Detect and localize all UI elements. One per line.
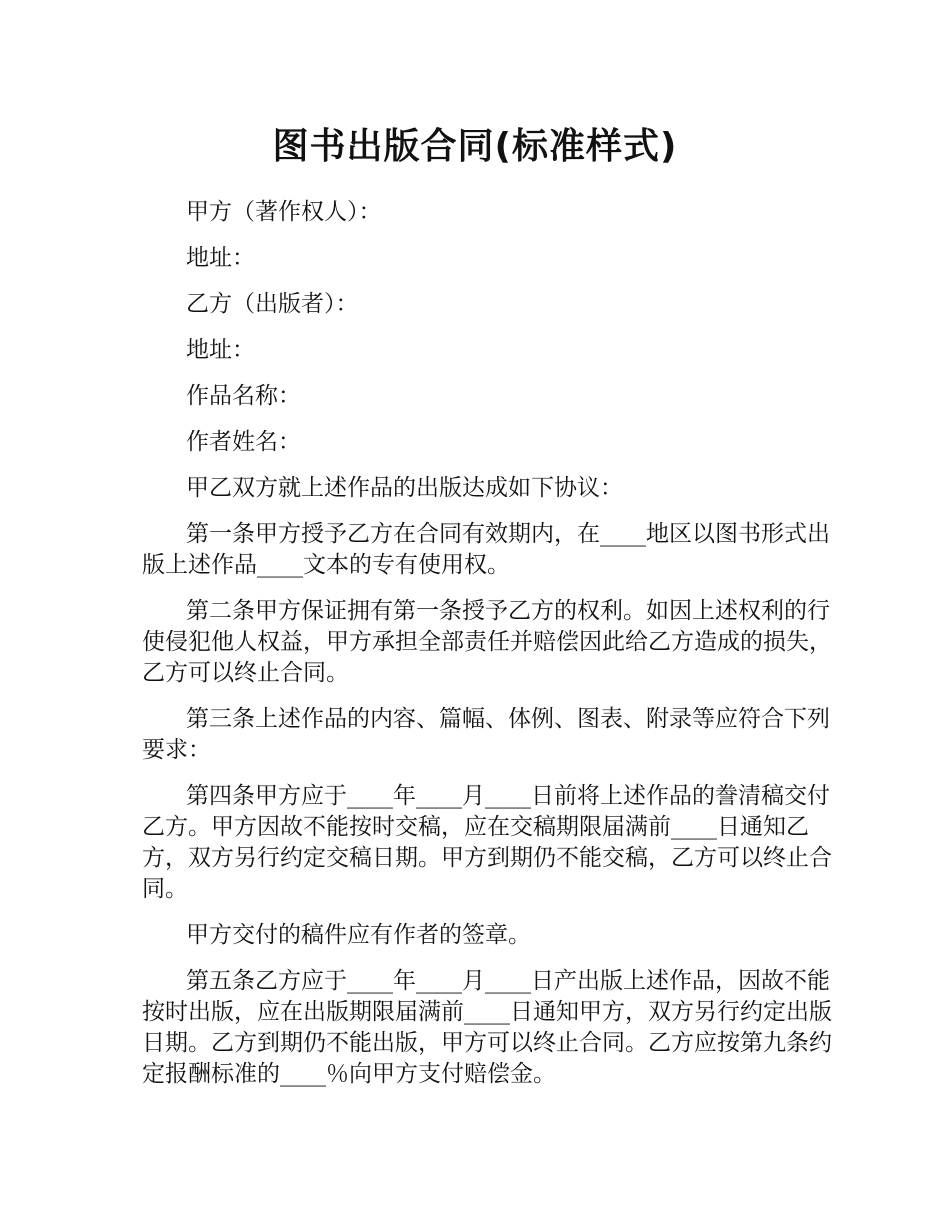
article-2: 第二条甲方保证拥有第一条授予乙方的权利。如因上述权利的行使侵犯他人权益，甲方承担全部责任并赔偿因此给乙方造成的损失，乙方可以终止合同。 [142,598,832,686]
manuscript-signature-note: 甲方交付的稿件应有作者的签章。 [186,922,531,948]
article-4: 第四条甲方应于____年____月____日前将上述作品的誊清稿交付乙方。甲方因故不能按时交稿，应在交稿期限届满前____日通知乙方，双方另行约定交稿日期。甲方到期仍不能交稿，乙方可以终止合同。 [142,783,832,902]
article-5: 第五条乙方应于____年____月____日产出版上述作品，因故不能按时出版，应在出版期限届满前____日通知甲方，双方另行约定出版日期。乙方到期仍不能出版，甲方可以终止合同。乙方应按第九条约定报酬标准的____％向甲方支付赔偿金。 [142,968,832,1087]
document-title: 图书出版合同(标准样式) [272,126,678,167]
party-b-address-line: 地址： [186,337,255,363]
party-a-line: 甲方（著作权人）： [186,199,382,225]
party-a-address-line: 地址： [186,245,255,271]
article-1: 第一条甲方授予乙方在合同有效期内，在____地区以图书形式出版上述作品____文本的专有使用权。 [142,521,830,578]
author-name-line: 作者姓名： [186,429,301,455]
party-b-line: 乙方（出版者）： [186,291,359,317]
document-body [142,197,832,1105]
work-title-line: 作品名称： [186,383,301,409]
agreement-intro: 甲乙双方就上述作品的出版达成如下协议： [186,475,623,501]
article-3: 第三条上述作品的内容、篇幅、体例、图表、附录等应符合下列要求： [142,706,830,763]
